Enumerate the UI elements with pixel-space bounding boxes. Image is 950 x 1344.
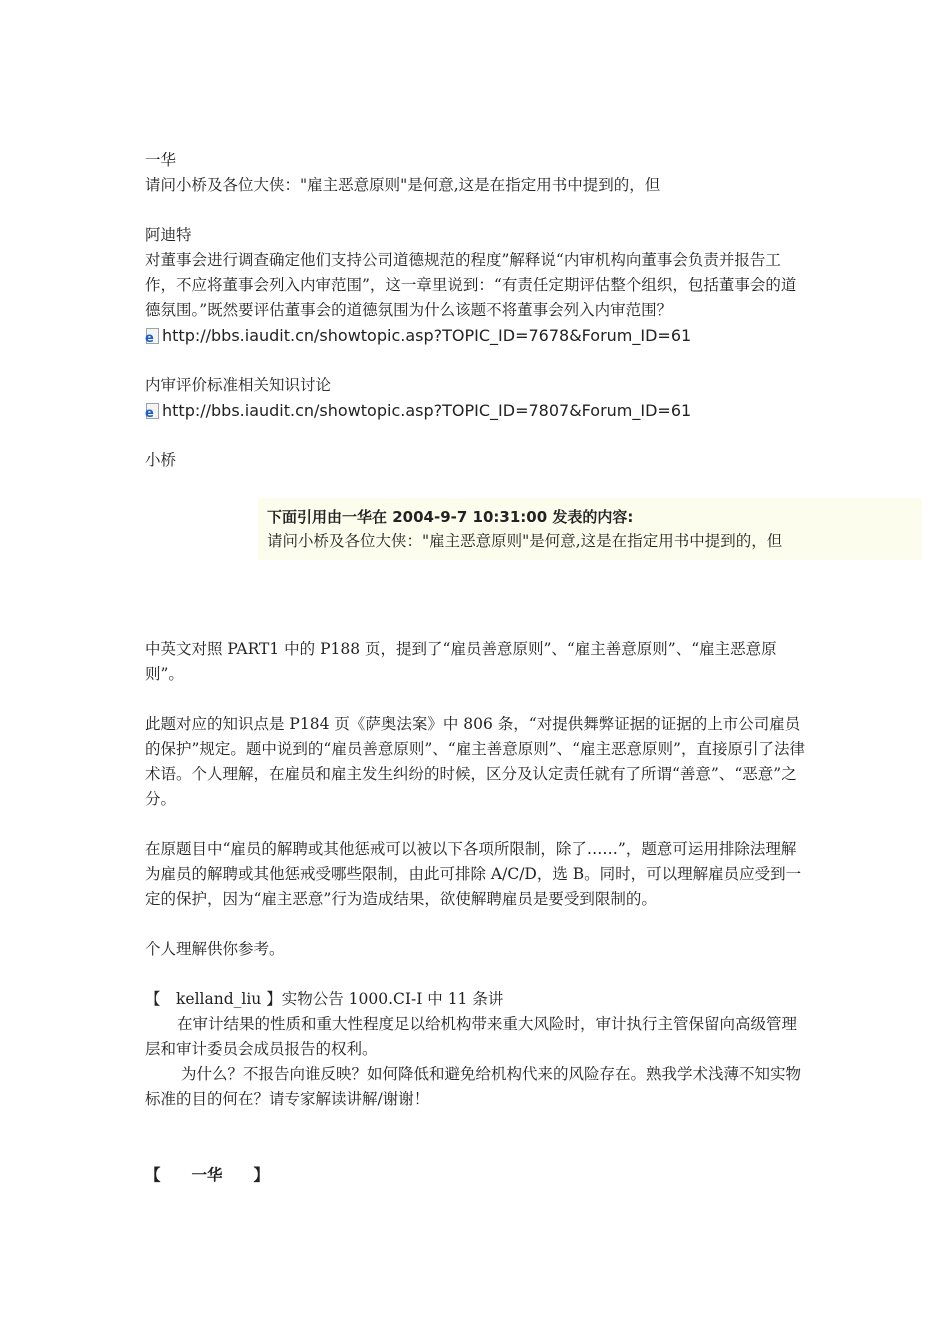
post-author: 小桥 <box>145 451 177 469</box>
reply-paragraph: 此题对应的知识点是 P184 页《萨奥法案》中 806 条，“对提供舞弊证据的证据的上市公司雇员的保护”规定。题中说到的“雇员善意原则”、“雇主善意原则”、“雇主恶意原则”，直接原引了法律术语。个人理解，在雇员和雇主发生纠纷的时候，区分及认定责任就有了所谓“善意”、“恶意”之分。 <box>145 715 805 808</box>
ie-page-icon: e <box>145 328 160 344</box>
footer-author-bracket: 【 一华 】 <box>145 1165 270 1184</box>
kelland-header: 【 kelland_liu 】实物公告 1000.CI-I 中 11 条讲 <box>145 990 504 1008</box>
post-text: 对董事会进行调查确定他们支持公司道德规范的程度”解释说“内审机构向董事会负责并报告工作，不应将董事会列入内审范围”，这一章里说到：“有责任定期评估整个组织，包括董事会的道德氛围。”既然要评估董事会的道德氛围为什么该题不将董事会列入内审范围？ <box>145 251 797 319</box>
quote-box <box>258 498 922 560</box>
reply-paragraph: 个人理解供你参考。 <box>145 940 285 958</box>
link-url[interactable]: http://bbs.iaudit.cn/showtopic.asp?TOPIC_ID=7678&Forum_ID=61 <box>162 326 692 345</box>
quote-body: 请问小桥及各位大侠："雇主恶意原则"是何意,这是在指定用书中提到的，但 <box>267 532 783 550</box>
reply-paragraph: 在原题目中“雇员的解聘或其他惩戒可以被以下各项所限制，除了……”，题意可运用排除法理解为雇员的解聘或其他惩戒受哪些限制，由此可排除 A/C/D，选 B。同时，可以理解雇员应受到一定的保护，因为“雇主恶意”行为造成结果，欲使解聘雇员是要受到限制的。 <box>145 840 802 908</box>
topic-title: 内审评价标准相关知识讨论 <box>145 376 332 394</box>
kelland-paragraph: 在审计结果的性质和重大性程度足以给机构带来重大风险时，审计执行主管保留向高级管理层和审计委员会成员报告的权利。 <box>145 1015 798 1058</box>
topic-link[interactable] <box>145 398 810 423</box>
topic-link[interactable] <box>145 323 810 348</box>
post-author: 一华 <box>145 151 177 169</box>
post-text: 请问小桥及各位大侠："雇主恶意原则"是何意,这是在指定用书中提到的，但 <box>145 176 661 194</box>
quote-header: 下面引用由一华在 2004-9-7 10:31:00 发表的内容: <box>267 508 634 526</box>
thread-upper <box>145 148 810 473</box>
kelland-paragraph: 为什么？不报告向谁反映？如何降低和避免给机构代来的风险存在。熟我学术浅薄不知实物标准的目的何在？请专家解读讲解/谢谢！ <box>145 1065 802 1108</box>
ie-page-icon: e <box>145 403 160 419</box>
post-author: 阿迪特 <box>145 226 192 244</box>
reply-paragraph: 中英文对照 PART1 中的 P188 页，提到了“雇员善意原则”、“雇主善意原则”、“雇主恶意原则”。 <box>145 640 777 683</box>
link-url[interactable]: http://bbs.iaudit.cn/showtopic.asp?TOPIC_ID=7807&Forum_ID=61 <box>162 401 692 420</box>
reply-body <box>145 637 810 1187</box>
